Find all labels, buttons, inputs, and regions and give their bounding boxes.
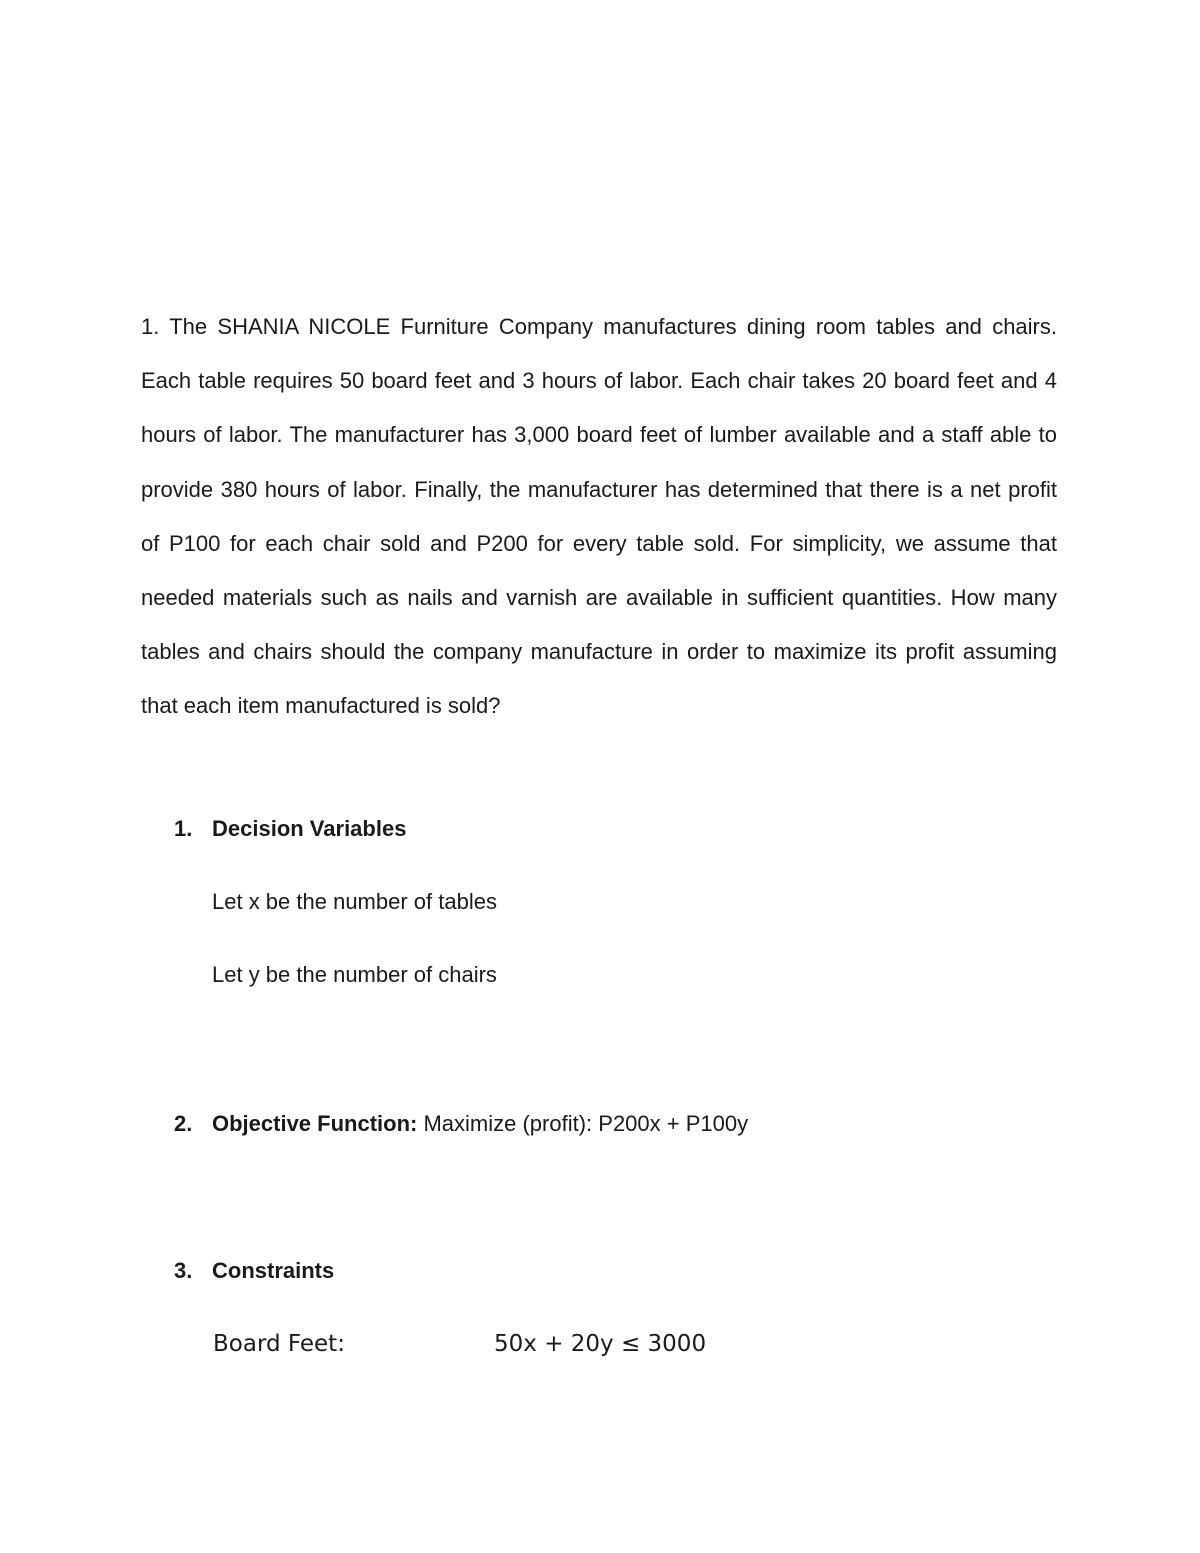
section-heading: Constraints [212,1258,335,1283]
objective-function-section [174,1109,748,1139]
objective-function-text: Maximize (profit): P200x + P100y [417,1111,749,1136]
section-number: 1. [174,816,193,841]
problem-statement: 1. The SHANIA NICOLE Furniture Company manufactures dining room tables and chairs. Each table requires 50 board feet and 3 hours of labor. Each chair takes 20 board feet and 4 hours of labor. The manufacturer has 3,000 board feet of lumber available and a staff able to provide 380 hours of labor. Finally, the manufacturer has determined that there is a net profit of P100 for each chair sold and P200 for every table sold. For simplicity, we assume that needed materials such as nails and varnish are available in sufficient quantities. How many tables and chairs should the company manufacture in order to maximize its profit assuming that each item manufactured is sold? [141,314,1057,719]
decision-variable-y: Let y be the number of chairs [212,962,497,987]
decision-variable-x: Let x be the number of tables [212,889,497,914]
constraint-expression-board-feet: 50x + 20y ≤ 3000 [494,1331,707,1357]
decision-variables-section [174,814,406,844]
section-heading: Objective Function: [212,1111,418,1136]
constraint-label-board-feet: Board Feet: [213,1331,345,1357]
section-heading: Decision Variables [212,816,407,841]
constraints-section [174,1256,334,1286]
section-number: 2. [174,1111,193,1136]
section-number: 3. [174,1258,193,1283]
